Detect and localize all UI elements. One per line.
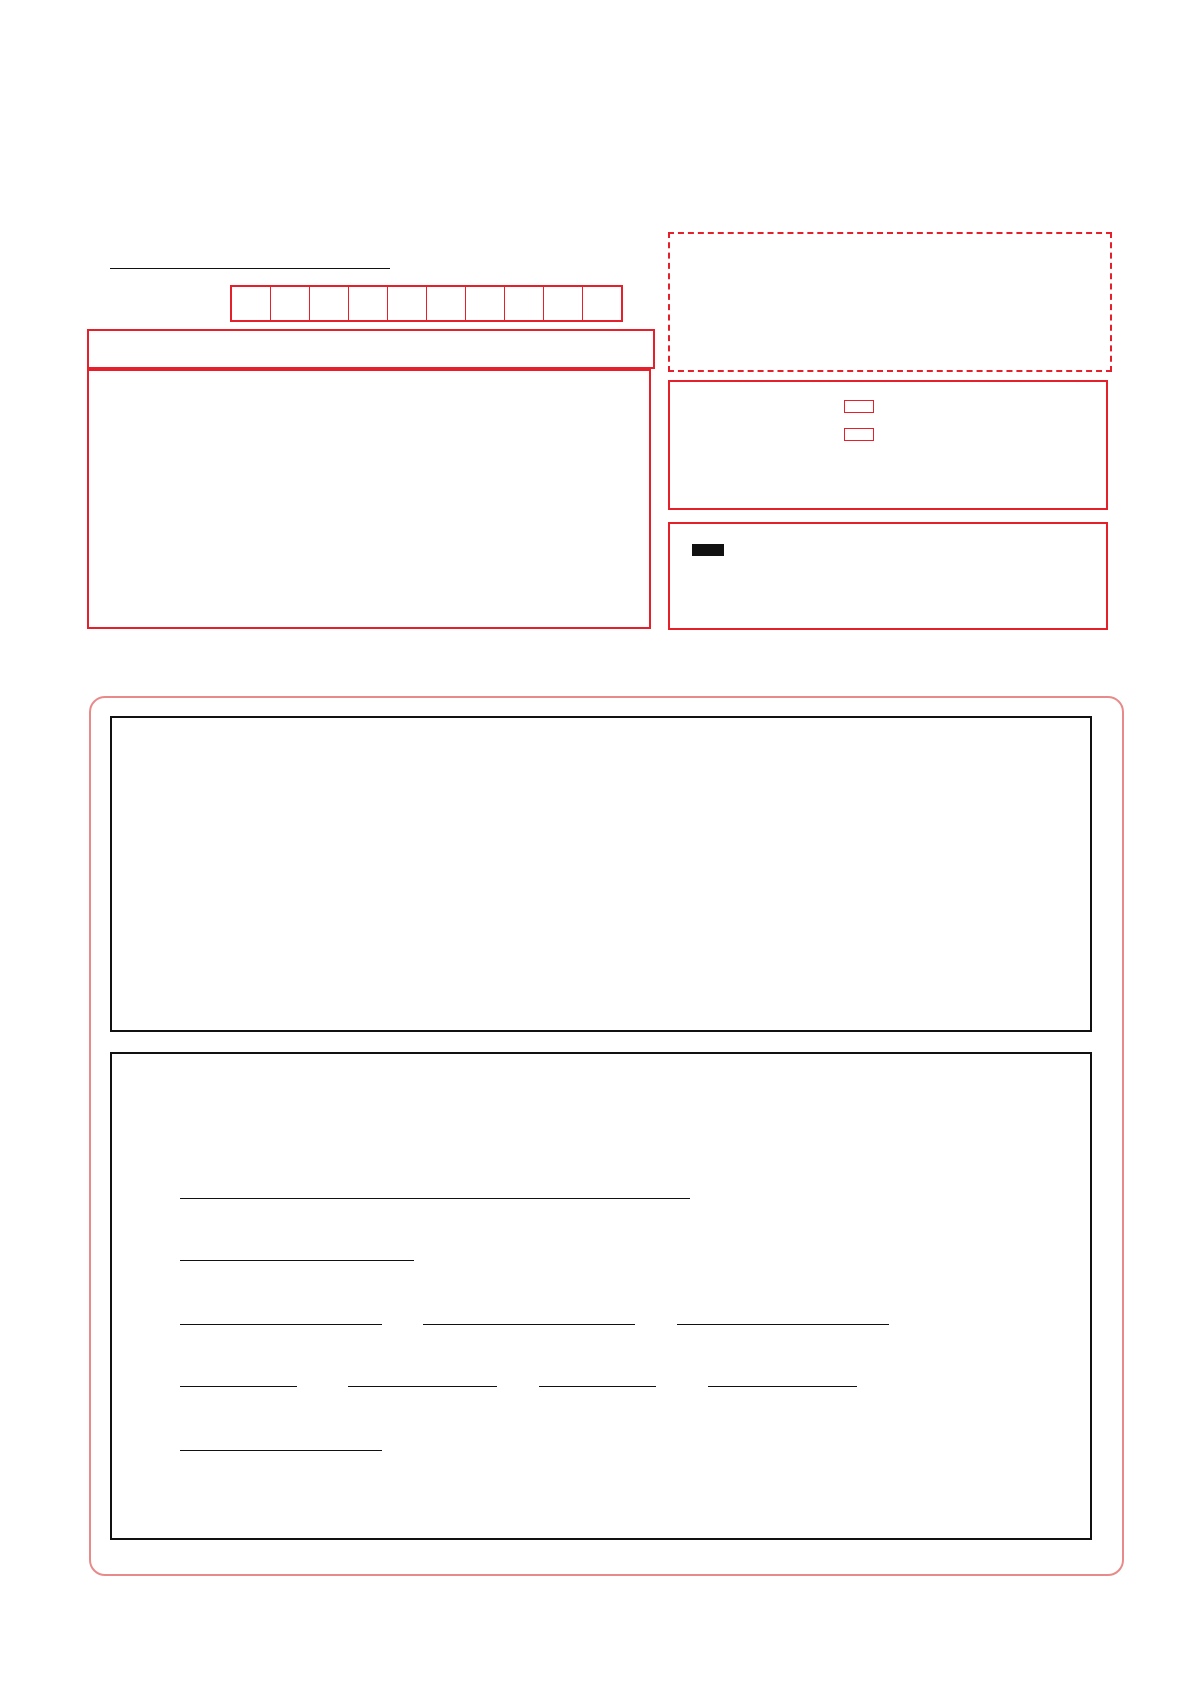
answer-line[interactable] [708, 1386, 857, 1387]
name-field[interactable] [110, 246, 390, 269]
exam-id-boxes[interactable] [230, 285, 623, 322]
absent-mark-box[interactable] [844, 400, 874, 413]
id-digit-box[interactable] [427, 287, 466, 320]
top-timing-marks [75, 56, 1135, 78]
free-response-section [110, 1052, 1092, 1540]
answer-line[interactable] [423, 1324, 635, 1325]
id-digit-box[interactable] [310, 287, 349, 320]
answer-line[interactable] [180, 1198, 690, 1199]
notice-list [87, 369, 651, 629]
id-digit-box[interactable] [271, 287, 310, 320]
answer-line[interactable] [180, 1260, 414, 1261]
violation-mark-box[interactable] [844, 428, 874, 441]
id-digit-box[interactable] [349, 287, 388, 320]
answer-line[interactable] [180, 1450, 382, 1451]
id-digit-box[interactable] [544, 287, 583, 320]
answer-line[interactable] [180, 1324, 382, 1325]
id-digit-box[interactable] [388, 287, 427, 320]
proctor-only-box [668, 380, 1108, 510]
answer-line[interactable] [348, 1386, 497, 1387]
answer-line[interactable] [180, 1386, 297, 1387]
correct-fill-sample [692, 544, 724, 556]
fill-sample-box [668, 522, 1108, 630]
id-digit-box[interactable] [505, 287, 544, 320]
id-digit-box[interactable] [232, 287, 271, 320]
proctor-only-label [686, 392, 804, 448]
multiple-choice-section [110, 716, 1092, 1032]
barcode-area [668, 232, 1112, 372]
notice-title [87, 329, 655, 369]
answer-line[interactable] [677, 1324, 889, 1325]
id-digit-box[interactable] [466, 287, 505, 320]
name-row [102, 246, 390, 269]
id-digit-box[interactable] [583, 287, 621, 320]
answer-line[interactable] [539, 1386, 656, 1387]
mc-answer-grid [142, 830, 1062, 1013]
